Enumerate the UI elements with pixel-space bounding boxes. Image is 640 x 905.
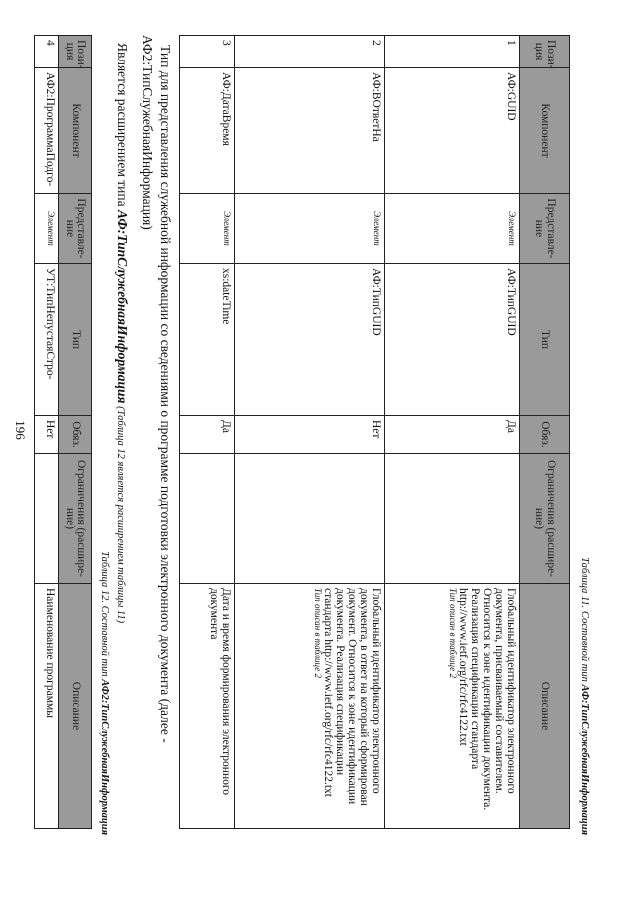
cell-position: 4	[35, 36, 59, 68]
paragraph-type-definition: Тип для представления служебной информации со сведениями о программе подготовки электронного документа (далее - АФ2:ТипСлужебнаяИнформация)	[139, 35, 173, 743]
type-reference: Тип описан в таблице 2	[447, 588, 458, 678]
cell-representation: Элемент	[35, 194, 59, 264]
cell-required: Да	[180, 416, 235, 454]
description-text: Глобальный идентификатор электронного документа, присваиваемый составителем. Относится к зоне идентификации документа. Реализация спецификации стандарта http://www.ietf.org/rfc/rfc4122.txt	[456, 588, 517, 811]
cell-representation: Элемент	[235, 194, 385, 264]
cell-description	[180, 584, 235, 829]
cell-type: xs:dateTime	[180, 264, 235, 416]
cell-type: АФ:ТипGUID	[385, 264, 520, 416]
table-12-caption-prefix: Таблица 12. Составной тип	[99, 551, 110, 680]
cell-limits	[35, 454, 59, 584]
rotated-landscape-content	[30, 35, 590, 835]
header-position: Пози-ция	[59, 36, 92, 68]
table-12	[34, 35, 92, 829]
cell-required: Да	[385, 416, 520, 454]
header-representation: Представле-ние	[520, 194, 570, 264]
extension-prefix: Является расширением типа	[115, 43, 130, 210]
cell-representation: Элемент	[385, 194, 520, 264]
cell-description	[235, 584, 385, 829]
cell-position: 3	[180, 36, 235, 68]
table-12-header-row	[59, 36, 92, 829]
table-11	[179, 35, 570, 829]
table-12-caption-type: АФ2:ТипСлужебнаяИнформация	[99, 679, 110, 835]
page-number: 196	[13, 420, 28, 440]
cell-limits	[180, 454, 235, 584]
cell-component: АФ:GUID	[385, 68, 520, 194]
extension-note: (Таблица 12 является расширением таблицы 11)	[115, 403, 126, 624]
table-11-caption	[579, 557, 590, 835]
table-row	[35, 36, 59, 829]
cell-required: Нет	[235, 416, 385, 454]
cell-component: АФ2:ПрограммаПодго-	[35, 68, 59, 194]
cell-limits	[385, 454, 520, 584]
cell-description	[385, 584, 520, 829]
table-row	[385, 36, 520, 829]
cell-component: АФ:ВОтветНа	[235, 68, 385, 194]
header-component: Компонент	[520, 68, 570, 194]
type-reference: Тип описан в таблице 2	[312, 588, 323, 678]
header-description: Описание	[59, 584, 92, 829]
table-row	[180, 36, 235, 829]
header-position: Пози-ция	[520, 36, 570, 68]
cell-required: Нет	[35, 416, 59, 454]
table-11-caption-type: АФ:ТипСлужебнаяИнформация	[579, 684, 590, 835]
cell-representation: Элемент	[180, 194, 235, 264]
description-text: Глобальный идентификатор электронного документа, в ответ на который сформирован документ. Относится к зоне идентификации документа. Реализация спецификации стандарта http://www.ietf.org/rfc/rfc4122.txt	[321, 588, 382, 806]
extension-type: АФ:ТипСлужебнаяИнформация	[115, 209, 130, 404]
cell-type: АФ:ТипGUID	[235, 264, 385, 416]
table-11-header-row	[520, 36, 570, 829]
cell-position: 1	[385, 36, 520, 68]
header-description: Описание	[520, 584, 570, 829]
cell-position: 2	[235, 36, 385, 68]
paragraph-extension	[114, 43, 130, 828]
header-component: Компонент	[59, 68, 92, 194]
cell-description: Наименование программы	[35, 584, 59, 829]
header-required: Обяз.	[520, 416, 570, 454]
table-12-caption	[99, 551, 110, 835]
description-text: Дата и время формирования электронного документа	[207, 588, 232, 796]
header-required: Обяз.	[59, 416, 92, 454]
cell-component: АФ:ДатаВремя	[180, 68, 235, 194]
header-limits: Ограничения (расшире-ние)	[59, 454, 92, 584]
header-type: Тип	[59, 264, 92, 416]
table-row	[235, 36, 385, 829]
header-limits: Ограничения (расшире-ние)	[520, 454, 570, 584]
table-11-caption-prefix: Таблица 11. Составной тип	[579, 557, 590, 685]
cell-limits	[235, 454, 385, 584]
header-type: Тип	[520, 264, 570, 416]
cell-type: УТ:ТипНепустаяСтро-	[35, 264, 59, 416]
header-representation: Представле-ние	[59, 194, 92, 264]
